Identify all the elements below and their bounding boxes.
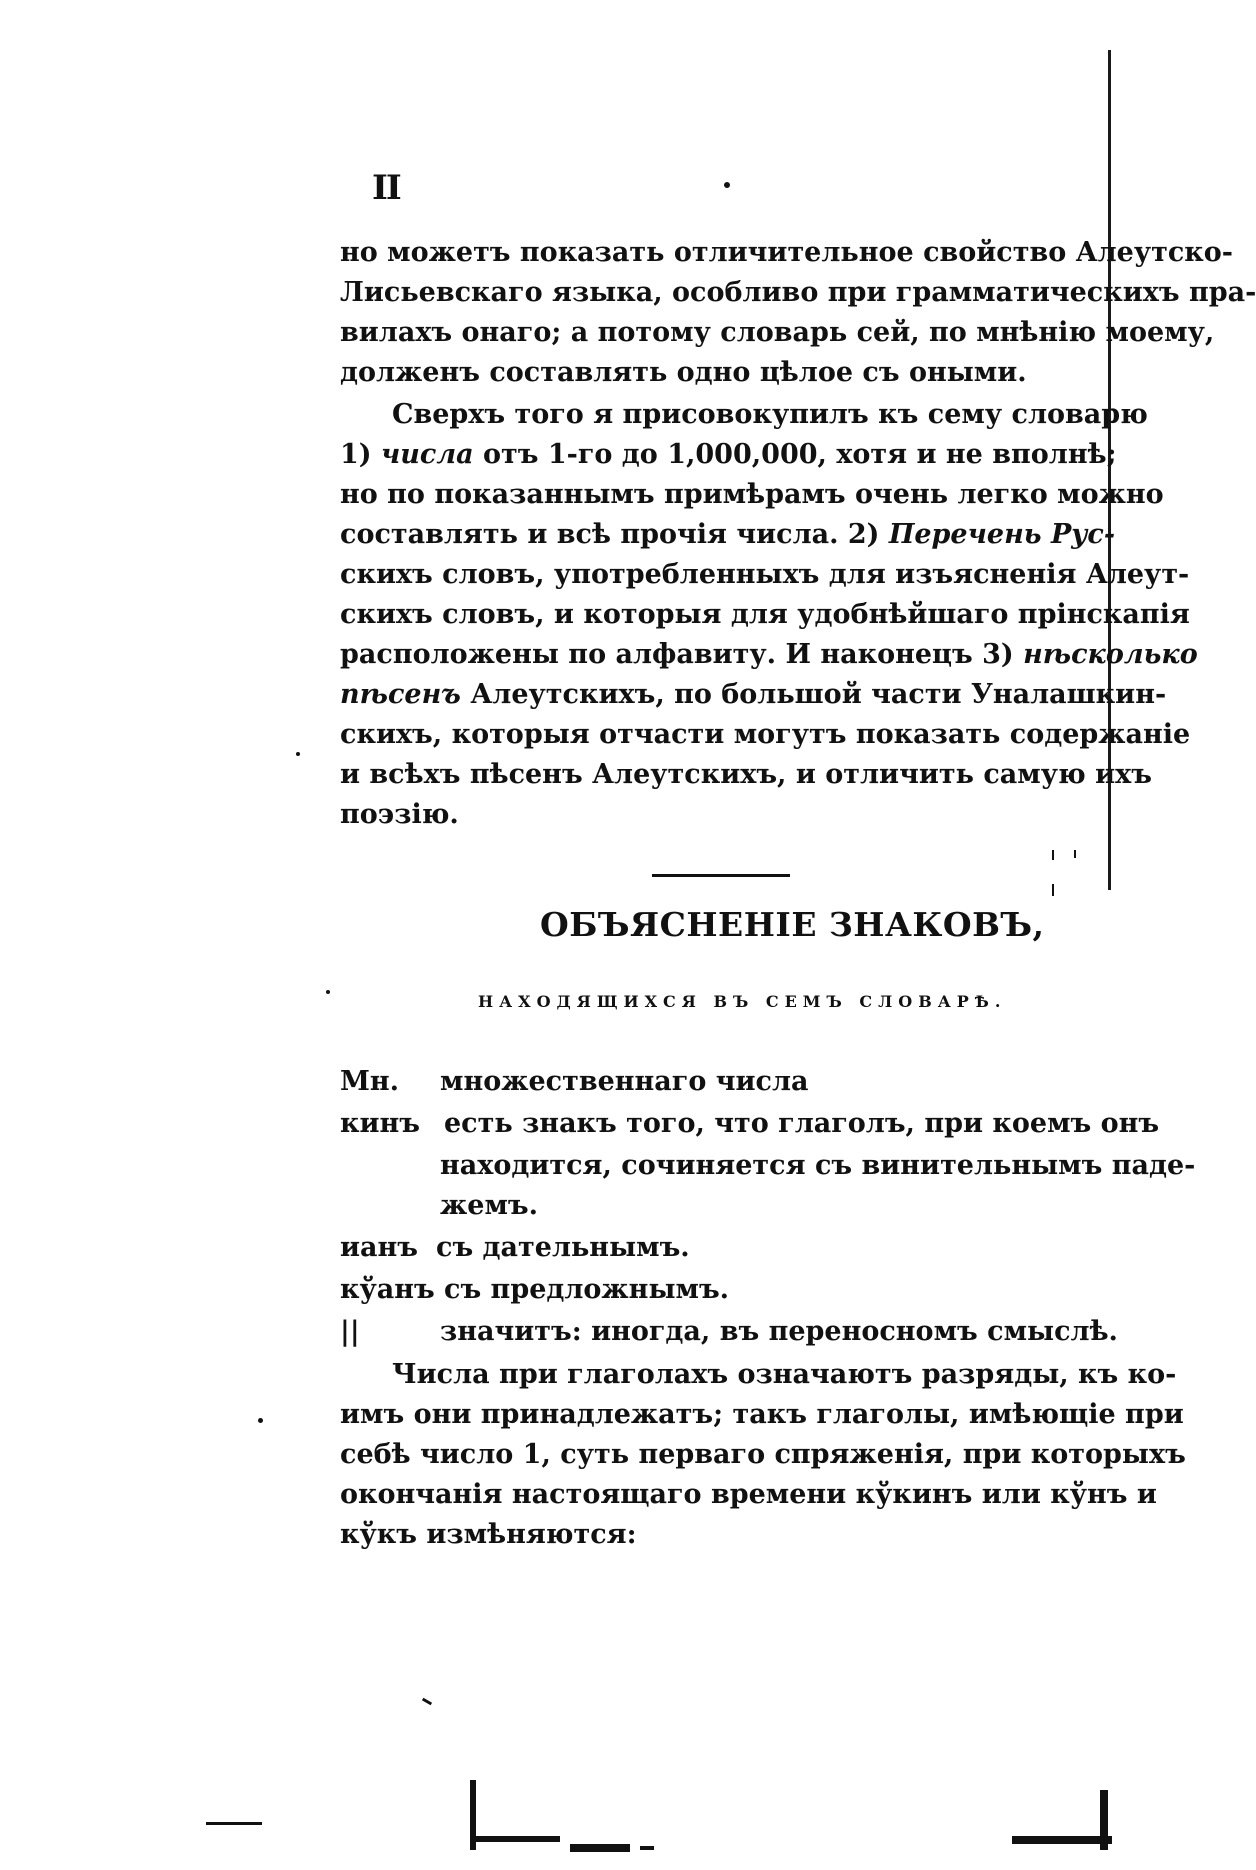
supplement-line: скихъ словъ, употребленныхъ для изъясненія Алеут-: [340, 559, 1190, 590]
intro-line: но можетъ показать отличительное свойство Алеутско-: [340, 237, 1234, 268]
page-number: II: [372, 168, 400, 208]
supplement-line: Сверхъ того я присовокупилъ къ сему словарю: [392, 399, 1148, 430]
supplement-text: отъ 1-го до 1,000,000, хотя и не вполнѣ;: [473, 439, 1117, 470]
sign-definition: съ дательнымъ.: [436, 1232, 690, 1263]
ink-dot: [326, 990, 330, 994]
ink-dot: [258, 1418, 263, 1423]
scan-artifact: [1100, 1790, 1108, 1850]
sign-abbr: кўанъ: [340, 1274, 435, 1305]
supplement-paragraph: [340, 398, 1198, 848]
closing-line: Числа при глаголахъ означаютъ разряды, къ ко-: [392, 1359, 1177, 1390]
supplement-text: расположены по алфавиту. И наконецъ 3): [340, 639, 1024, 670]
signs-list: [340, 1066, 1196, 1356]
list-number: 1): [340, 439, 381, 470]
sign-abbr: ||: [340, 1316, 360, 1347]
scan-artifact: [570, 1844, 630, 1852]
sign-definition-cont: жемъ.: [440, 1190, 539, 1221]
supplement-text: составлять и всѣ прочія числа. 2): [340, 519, 889, 550]
intro-line: Лисьевскаго языка, особливо при грамматическихъ пра-: [340, 277, 1256, 308]
closing-line: окончанія настоящаго времени кўкинъ или кўнъ и: [340, 1479, 1157, 1510]
italic-term: пѣсенъ: [340, 679, 461, 710]
section-divider: [652, 874, 790, 877]
intro-paragraph: [340, 236, 1256, 396]
supplement-line: [340, 638, 1198, 672]
sign-definition: значитъ: иногда, въ переносномъ смыслѣ.: [440, 1316, 1118, 1347]
italic-term: Перечень Рус-: [888, 519, 1116, 550]
section-subtitle: НАХОДЯЩИХСЯ ВЪ СЕМЪ СЛОВАРѢ.: [478, 992, 1007, 1011]
supplement-line: [340, 438, 1117, 472]
supplement-line: скихъ словъ, и которыя для удобнѣйшаго прінскапія: [340, 599, 1190, 630]
supplement-line: и всѣхъ пѣсенъ Алеутскихъ, и отличить самую ихъ: [340, 759, 1152, 790]
supplement-line: [340, 518, 1115, 552]
section-title: ОБЪЯСНЕНІЕ ЗНАКОВЪ,: [540, 905, 1045, 944]
sign-definition: множественнаго числа: [440, 1066, 809, 1097]
closing-paragraph: [340, 1358, 1186, 1568]
scan-artifact: [640, 1846, 654, 1850]
sign-definition: съ предложнымъ.: [444, 1274, 730, 1305]
scan-artifact: [470, 1836, 560, 1842]
intro-line: вилахъ онаго; а потому словарь сей, по мнѣнію моему,: [340, 317, 1215, 348]
margin-tick: [1052, 850, 1054, 860]
scan-artifact: [422, 1698, 432, 1706]
ink-dot: [724, 182, 730, 188]
margin-tick: [1052, 884, 1054, 896]
sign-abbr: Мн.: [340, 1066, 400, 1097]
intro-line: долженъ составлять одно цѣлое съ оными.: [340, 357, 1027, 388]
scan-artifact: [1012, 1836, 1112, 1844]
italic-term: числа: [380, 439, 474, 470]
supplement-text: Алеутскихъ, по большой части Уналашкин-: [460, 679, 1167, 710]
supplement-line: поэзію.: [340, 799, 459, 830]
sign-abbr: кинъ: [340, 1108, 420, 1139]
sign-definition-cont: находится, сочиняется съ винительнымъ паде-: [440, 1150, 1196, 1181]
sign-definition: есть знакъ того, что глаголъ, при коемъ онъ: [444, 1108, 1160, 1139]
supplement-line: но по показаннымъ примѣрамъ очень легко можно: [340, 479, 1164, 510]
closing-line: себѣ число 1, суть перваго спряженія, при которыхъ: [340, 1439, 1186, 1470]
sign-abbr: ианъ: [340, 1232, 418, 1263]
ink-dot: [296, 752, 300, 756]
closing-line: кўкъ измѣняются:: [340, 1519, 637, 1550]
closing-line: имъ они принадлежатъ; такъ глаголы, имѣющіе при: [340, 1399, 1184, 1430]
margin-tick: [1074, 850, 1076, 858]
supplement-line: скихъ, которыя отчасти могутъ показать содержаніе: [340, 719, 1191, 750]
italic-term: нѣсколько: [1023, 639, 1198, 670]
supplement-line: [340, 678, 1166, 712]
scan-artifact: [206, 1822, 262, 1825]
